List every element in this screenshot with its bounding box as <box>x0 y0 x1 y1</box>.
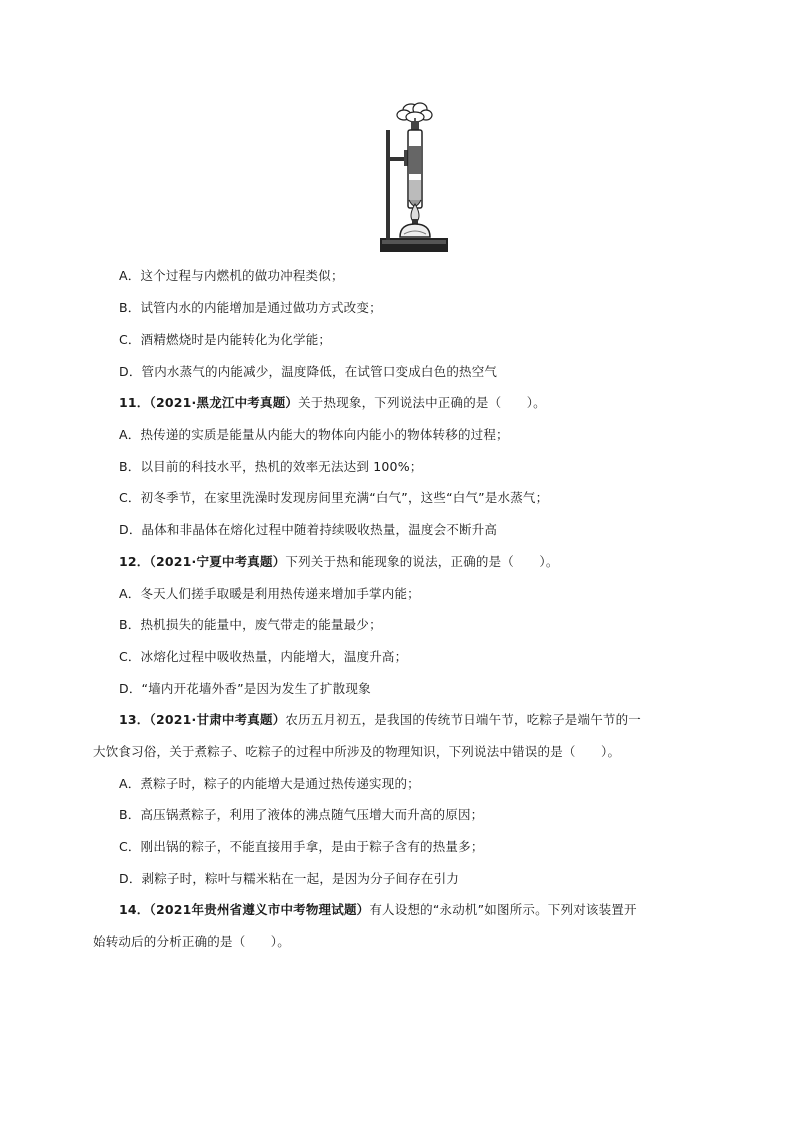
q13-source: （2021·甘肃中考真题） <box>149 712 286 727</box>
test-tube-heating-illustration <box>378 100 450 254</box>
q12-option-b: B．热机损失的能量中，废气带走的能量最少； <box>119 617 382 632</box>
q14-text-line1: 有人设想的“永动机”如图所示。下列对该装置开 <box>369 902 637 917</box>
q11-option-d: D．晶体和非晶体在熔化过程中随着持续吸收热量，温度会不断升高 <box>119 522 498 537</box>
q11-number: 11． <box>119 395 150 410</box>
q13-stem <box>119 712 641 728</box>
q11-option-c: C．初冬季节，在家里洗澡时发现房间里充满“白气”，这些“白气”是水蒸气； <box>119 490 549 505</box>
q11-option-a: A．热传递的实质是能量从内能大的物体向内能小的物体转移的过程； <box>119 427 509 442</box>
q13-number: 13． <box>119 712 150 727</box>
q12-text: 下列关于热和能现象的说法，正确的是（ ）。 <box>285 554 559 569</box>
q10-option-b: B．试管内水的内能增加是通过做功方式改变； <box>119 300 382 315</box>
q10-option-a: A．这个过程与内燃机的做功冲程类似； <box>119 268 344 283</box>
q14-number: 14． <box>119 902 150 917</box>
q11-option-b: B．以目前的科技水平，热机的效率无法达到 100%； <box>119 459 423 474</box>
q12-source: （2021·宁夏中考真题） <box>149 554 286 569</box>
q10-option-d: D．管内水蒸气的内能减少，温度降低，在试管口变成白色的热空气 <box>119 364 498 379</box>
q10-option-c: C．酒精燃烧时是内能转化为化学能； <box>119 332 332 347</box>
q13-option-a: A．煮粽子时，粽子的内能增大是通过热传递实现的； <box>119 776 420 791</box>
q13-option-d: D．剥粽子时，粽叶与糯米粘在一起，是因为分子间存在引力 <box>119 871 460 886</box>
q12-option-d: D．“墙内开花墙外香”是因为发生了扩散现象 <box>119 681 371 696</box>
q13-text-line2: 大饮食习俗，关于煮粽子、吃粽子的过程中所涉及的物理知识，下列说法中错误的是（ ）。 <box>93 744 621 759</box>
q12-number: 12． <box>119 554 150 569</box>
q13-text-line1: 农历五月初五，是我国的传统节日端午节，吃粽子是端午节的一 <box>285 712 641 727</box>
q13-option-c: C．刚出锅的粽子，不能直接用手拿，是由于粽子含有的热量多； <box>119 839 484 854</box>
tube-shading <box>409 146 421 174</box>
q11-source: （2021·黑龙江中考真题） <box>149 395 299 410</box>
q12-stem <box>119 554 559 570</box>
q14-stem <box>119 902 637 918</box>
q12-option-a: A．冬天人们搓手取暖是利用热传递来增加手掌内能； <box>119 586 420 601</box>
q11-text: 关于热现象，下列说法中正确的是（ ）。 <box>298 395 546 410</box>
apparatus-figure <box>378 100 450 254</box>
q14-source: （2021年贵州省遵义市中考物理试题） <box>149 902 370 917</box>
q11-stem <box>119 395 546 411</box>
q14-text-line2: 始转动后的分析正确的是（ ）。 <box>93 934 290 949</box>
q12-option-c: C．冰熔化过程中吸收热量，内能增大，温度升高； <box>119 649 408 664</box>
q13-option-b: B．高压锅煮粽子，利用了液体的沸点随气压增大而升高的原因； <box>119 807 484 822</box>
stand-rod <box>386 130 390 240</box>
